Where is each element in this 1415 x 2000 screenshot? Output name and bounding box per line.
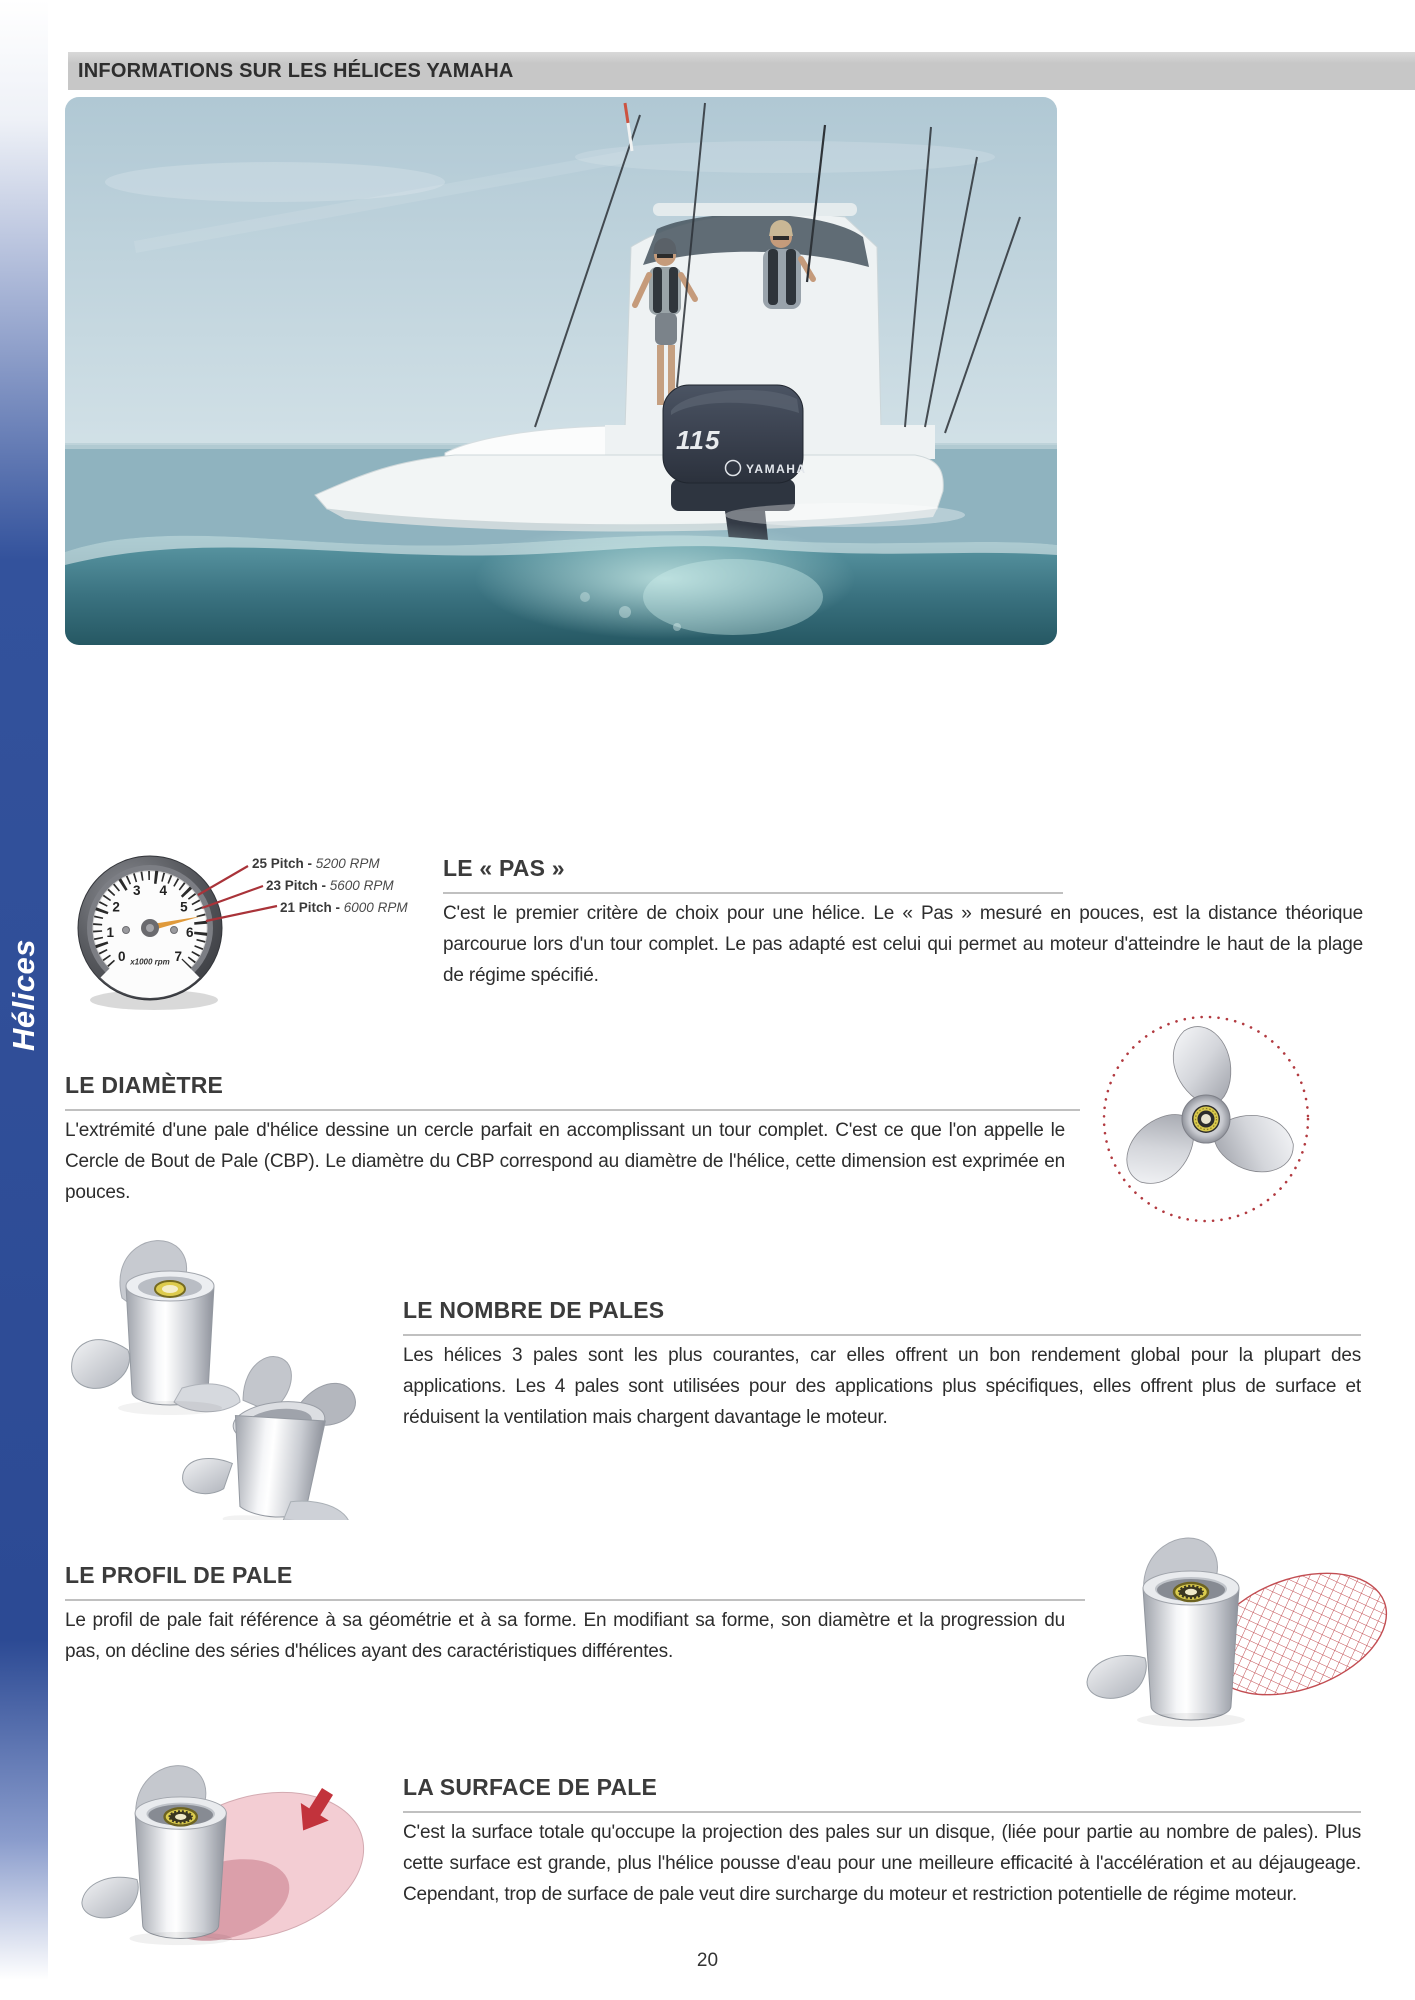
sidebar-strip: [0, 0, 48, 2000]
sidebar-label: Hélices: [6, 938, 41, 1052]
pitch-label: [266, 878, 394, 893]
section-rule: [65, 1109, 1080, 1111]
dial-number: 5: [180, 899, 188, 915]
dial-number: 2: [112, 899, 120, 915]
blade-profile-illustration: [1085, 1522, 1395, 1732]
section-title-diametre: LE DIAMÈTRE: [65, 1072, 224, 1098]
dial-number: 7: [174, 949, 183, 964]
pitch-value: 23 Pitch -: [266, 878, 330, 893]
section-rule: [403, 1811, 1361, 1813]
dial-number: 3: [133, 883, 141, 898]
section-title-profil: LE PROFIL DE PALE: [65, 1562, 293, 1588]
section-body-profil: Le profil de pale fait référence à sa géométrie et à sa forme. En modifiant sa forme, son diamètre et la progression du pas, on décline des séries d'hélices ayant des caractéristiques différentes.: [65, 1610, 1065, 1662]
section-rule: [443, 892, 1063, 894]
section-title-pales: LE NOMBRE DE PALES: [403, 1297, 665, 1323]
section-title-pas: LE « PAS »: [443, 855, 565, 881]
dial-number: 4: [159, 883, 167, 898]
diameter-illustration: [1093, 1003, 1319, 1233]
pitch-label: [252, 856, 380, 871]
page-header-bar: [68, 52, 1415, 90]
pitch-label: [280, 900, 408, 915]
section-body-pas: C'est le premier critère de choix pour une hélice. Le « Pas » mesuré en pouces, est la distance théorique parcourue lors d'un tour complet. Le pas adapté est celui qui permet au moteur d'atteindre le haut de la plage de régime spécifié.: [443, 903, 1363, 986]
engine-model-text: 115: [676, 425, 721, 455]
section-rule: [403, 1334, 1361, 1336]
section-title-surface: LA SURFACE DE PALE: [403, 1774, 658, 1800]
section-body-diametre: L'extrémité d'une pale d'hélice dessine un cercle parfait en accomplissant un tour complet. C'est ce que l'on appelle le Cercle de Bout de Pale (CBP). Le diamètre du CBP correspond au diamètre de l'hélice, cette dimension est exprimée en pouces.: [65, 1120, 1065, 1203]
page-number: 20: [696, 1950, 719, 1971]
rpm-value: 6000 RPM: [343, 900, 408, 915]
section-body-surface: C'est la surface totale qu'occupe la projection des pales sur un disque, (liée pour partie au nombre de pales). Plus cette surface est grande, plus l'hélice pousse d'eau pour une meilleure efficacité à l'accélération et au déjaugeage. Cependant, trop de surface de pale veut dire surcharge du moteur et restriction potentielle de régime moteur.: [403, 1822, 1361, 1905]
blade-count-illustration: [66, 1232, 366, 1520]
section-body-pales: Les hélices 3 pales sont les plus courantes, car elles offrent un bon rendement global pour la plupart des applications. Les 4 pales sont utilisées pour des applications plus spécifiques, elles offrent plus de surface et réduisent la ventilation mais chargent davantage le moteur.: [403, 1345, 1361, 1428]
boat-photo-graphic: [65, 97, 1057, 645]
blade-surface-illustration: [60, 1748, 375, 1963]
rpm-value: 5600 RPM: [329, 878, 394, 893]
pitch-value: 25 Pitch -: [252, 856, 316, 871]
rpm-value: 5200 RPM: [315, 856, 380, 871]
dial-number: 6: [185, 925, 194, 940]
page-header-title: INFORMATIONS SUR LES HÉLICES YAMAHA: [78, 59, 514, 82]
hero-photo: [65, 97, 1057, 645]
pitch-value: 21 Pitch -: [280, 900, 344, 915]
dial-number: 1: [106, 925, 115, 940]
dial-unit: x1000 rpm: [130, 957, 170, 967]
dial-number: 0: [117, 949, 126, 964]
engine-brand-text: YAMAHA: [746, 462, 807, 476]
section-rule: [65, 1599, 1085, 1601]
